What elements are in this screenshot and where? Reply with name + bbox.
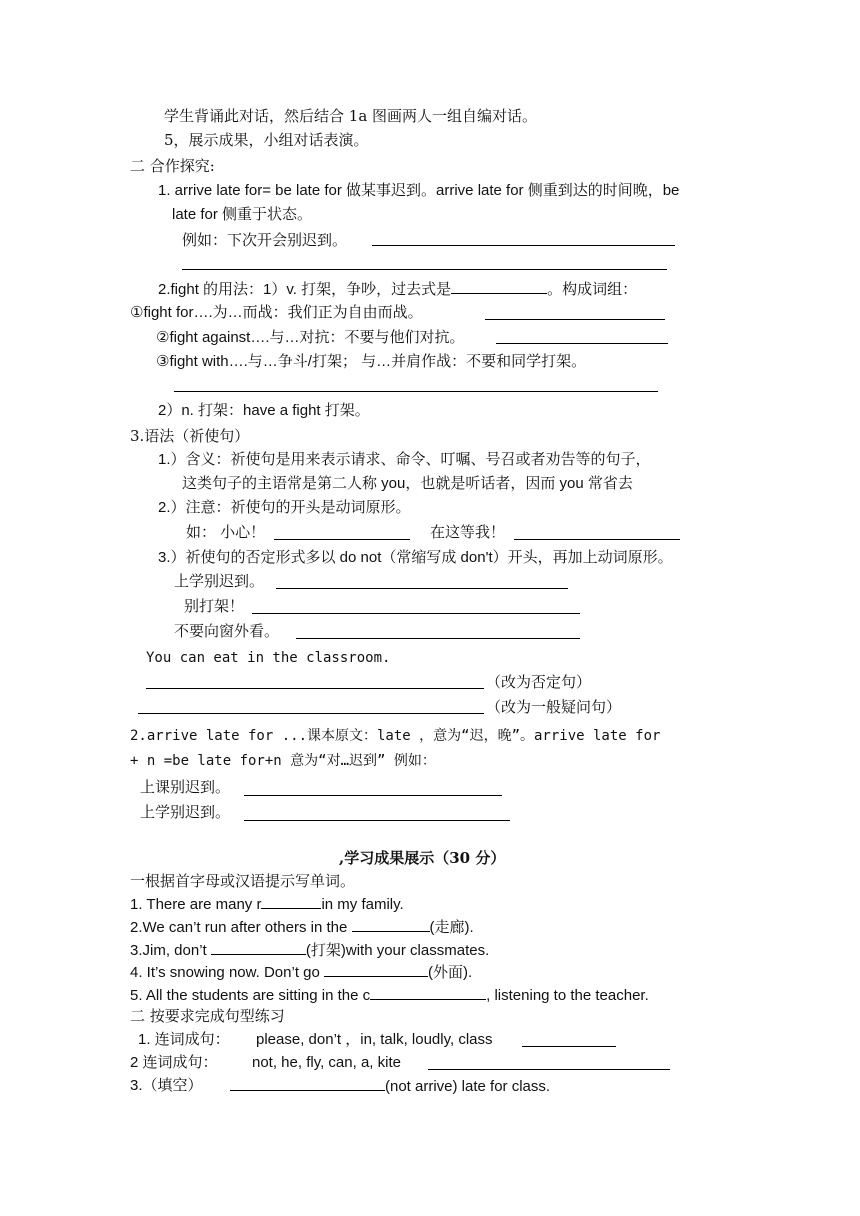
question-5 (130, 985, 649, 1006)
grammar-note: 2.）注意：祈使句的开头是动词原形。 (158, 499, 411, 516)
answer-blank (370, 985, 486, 1000)
question-4-text: 4. It’s snowing now. Don’t go (130, 964, 325, 981)
negative-example-1: 上学别迟到。 (174, 573, 265, 590)
question-2-text: 2.We can’t run after others in the (130, 919, 352, 936)
question-2 (130, 917, 474, 938)
grammar-heading: 3.语法（祈使句） (130, 427, 250, 445)
question-4-tail: (外面). (428, 964, 473, 981)
transform-sentence: You can eat in the classroom. (146, 650, 391, 666)
answer-line (182, 269, 667, 270)
answer-line (276, 588, 568, 589)
question-1-text: 1. There are many r (130, 896, 262, 913)
intro-line-2: 5，展示成果，小组对话表演。 (164, 131, 369, 149)
intro-line-1: 学生背诵此对话，然后结合 1a 图画两人一组自编对话。 (164, 107, 538, 125)
grammar-example-b: 在这等我！ (430, 524, 506, 541)
answer-blank (324, 962, 428, 977)
arrive-example-2: 上学别迟到。 (140, 803, 231, 821)
note-negative: （改为否定句） (486, 673, 592, 691)
question-5-tail: , listening to the teacher. (486, 987, 649, 1004)
fight-for-line: ①fight for….为…而战：我们正为自由而战。 (130, 304, 423, 321)
item1-line-2: late for 侧重于状态。 (172, 206, 313, 223)
answer-blank (451, 279, 547, 294)
fight-with-line: ③fight with….与…争斗/打架； 与…并肩作战：不要和同学打架。 (156, 353, 587, 370)
answer-line (244, 795, 502, 796)
answer-line (514, 539, 680, 540)
answer-line (244, 820, 510, 821)
question-1-tail: in my family. (321, 896, 404, 913)
negative-example-3: 不要向窗外看。 (174, 623, 280, 640)
answer-line (372, 245, 675, 246)
note-question: （改为一般疑问句） (486, 698, 622, 716)
negative-example-2: 别打架！ (184, 598, 245, 615)
answer-line (428, 1069, 670, 1070)
results-title: ,学习成果展示（30 分） (339, 849, 506, 867)
part1-heading: 一根据首字母或汉语提示写单词。 (130, 872, 356, 890)
grammar-meaning-1: 1.）含义：祈使句是用来表示请求、命令、叮嘱、号召或者劝告等的句子， (158, 451, 651, 468)
question-3-tail: (打架)with your classmates. (305, 942, 490, 959)
answer-blank (211, 940, 306, 955)
fill-task-tail: (not arrive) late for class. (385, 1078, 551, 1095)
answer-line (522, 1046, 616, 1047)
item2-tail: 。构成词组： (547, 281, 638, 298)
grammar-meaning-2: 这类句子的主语常是第二人称 you，也就是听话者，因而 you 常省去 (182, 475, 633, 492)
section-heading-cooperation: 二 合作探究: (130, 157, 215, 175)
item1-line-1: 1. arrive late for= be late for 做某事迟到。arrive late for 侧重到达的时间晚，be (158, 182, 680, 199)
arrive-late-line-1: 2.arrive late for ...课本原文：late ，意为“迟，晚”。arrive late for (130, 728, 661, 744)
sentence-task-1-words: please, don’t ，in, talk, loudly, class (256, 1031, 493, 1048)
item2-text: 2.fight 的用法：1）v. 打架，争吵，过去式是 (158, 281, 452, 298)
answer-line (252, 613, 580, 614)
grammar-example-a: 如： 小心！ (186, 524, 266, 541)
sentence-task-1-label: 1. 连词成句： (138, 1031, 230, 1048)
fill-task (230, 1076, 550, 1097)
sentence-task-2-label: 2 连词成句： (130, 1054, 218, 1071)
answer-line (496, 343, 668, 344)
answer-blank (352, 917, 430, 932)
question-3-text: 3.Jim, don’t (130, 942, 211, 959)
answer-line (485, 319, 665, 320)
arrive-example-1: 上课别迟到。 (140, 778, 231, 796)
fight-against-line: ②fight against….与…对抗：不要与他们对抗。 (156, 329, 465, 346)
answer-line (296, 638, 580, 639)
sentence-task-2-words: not, he, fly, can, a, kite (252, 1054, 401, 1071)
item1-example: 例如：下次开会别迟到。 (182, 231, 348, 249)
question-1 (130, 894, 404, 915)
answer-line (174, 391, 658, 392)
grammar-negative: 3.）祈使句的否定形式多以 do not（常缩写成 don't）开头，再加上动词原形。 (158, 549, 673, 566)
question-3 (130, 940, 489, 961)
answer-line (138, 713, 484, 714)
answer-blank (261, 894, 321, 909)
question-2-tail: (走廊). (429, 919, 474, 936)
question-4 (130, 962, 472, 983)
fight-noun-line: 2）n. 打架：have a fight 打架。 (158, 402, 370, 419)
answer-line (274, 539, 410, 540)
fill-task-label: 3.（填空） (130, 1077, 203, 1094)
part2-heading: 二 按要求完成句型练习 (130, 1007, 285, 1025)
arrive-late-line-2: + n =be late for+n 意为“对…迟到” 例如： (130, 753, 436, 769)
answer-line (146, 688, 484, 689)
question-5-text: 5. All the students are sitting in the c (130, 987, 371, 1004)
answer-blank (230, 1076, 385, 1091)
item2-line (158, 279, 637, 300)
